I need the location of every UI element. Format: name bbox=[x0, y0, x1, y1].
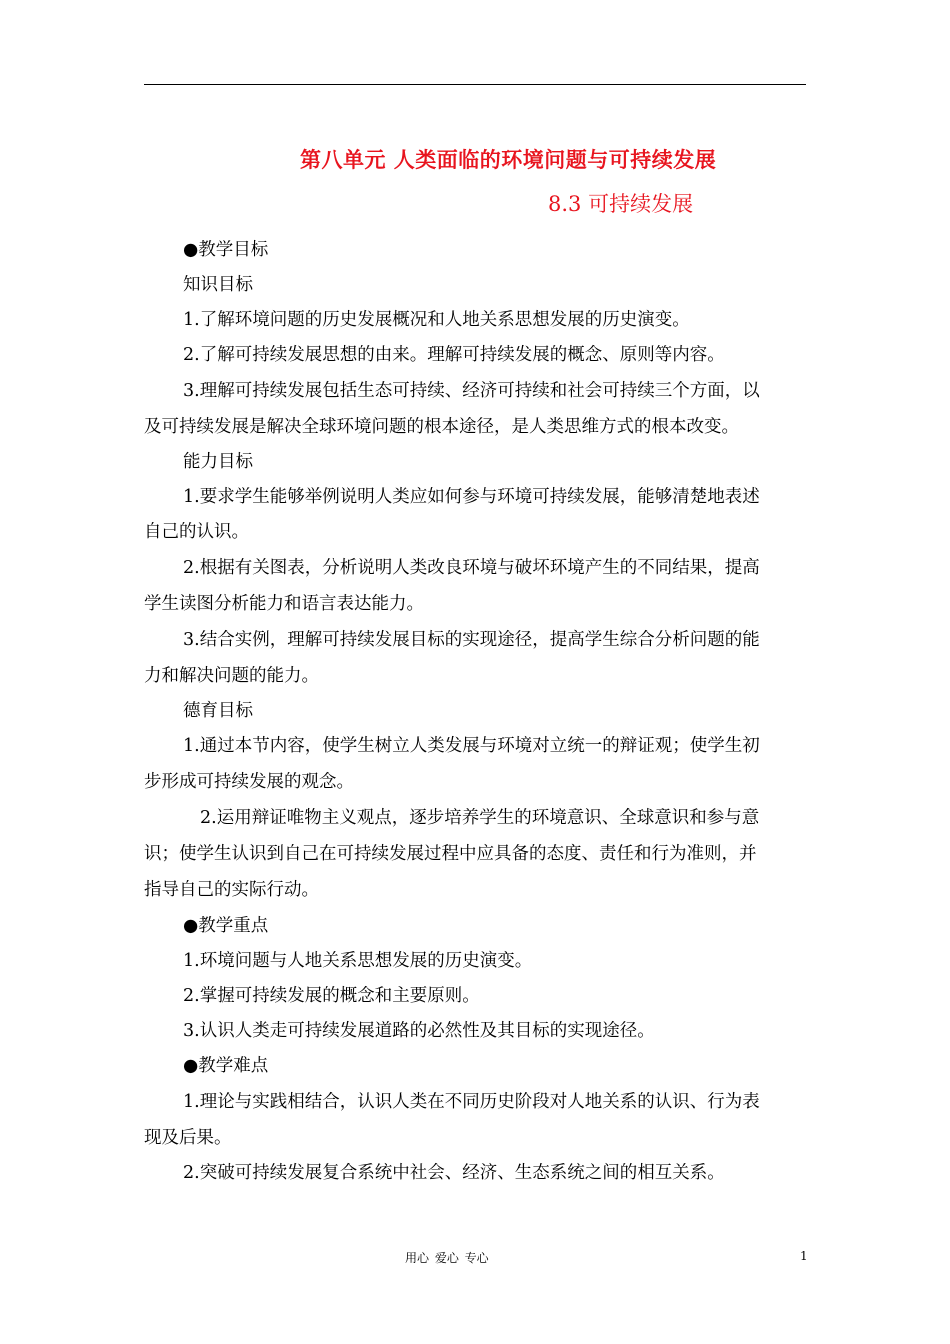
heading-teaching-focus: ●教学重点 bbox=[183, 916, 269, 936]
paragraph-line: 及可持续发展是解决全球环境问题的根本途径，是人类思维方式的根本改变。 bbox=[144, 417, 739, 437]
paragraph-line: 2.突破可持续发展复合系统中社会、经济、生态系统之间的相互关系。 bbox=[183, 1163, 725, 1183]
paragraph-line: 2.运用辩证唯物主义观点，逐步培养学生的环境意识、全球意识和参与意 bbox=[200, 808, 760, 828]
footer-motto: 用心 爱心 专心 bbox=[405, 1251, 489, 1265]
subheading-knowledge-goals: 知识目标 bbox=[183, 275, 253, 295]
page-number: 1 bbox=[800, 1249, 808, 1263]
section-title: 8.3 可持续发展 bbox=[548, 192, 694, 216]
paragraph-line: 步形成可持续发展的观念。 bbox=[144, 772, 354, 792]
paragraph-line: 现及后果。 bbox=[144, 1128, 232, 1148]
paragraph-line: 3.认识人类走可持续发展道路的必然性及其目标的实现途径。 bbox=[183, 1021, 655, 1041]
paragraph-line: 识；使学生认识到自己在可持续发展过程中应具备的态度、责任和行为准则，并 bbox=[144, 844, 757, 864]
paragraph-line: 学生读图分析能力和语言表达能力。 bbox=[144, 594, 424, 614]
paragraph-line: 1.环境问题与人地关系思想发展的历史演变。 bbox=[183, 951, 533, 971]
paragraph-line: 2.了解可持续发展思想的由来。理解可持续发展的概念、原则等内容。 bbox=[183, 345, 725, 365]
paragraph-line: 指导自己的实际行动。 bbox=[144, 880, 319, 900]
heading-teaching-goals: ●教学目标 bbox=[183, 240, 269, 260]
paragraph-line: 2.掌握可持续发展的概念和主要原则。 bbox=[183, 986, 480, 1006]
paragraph-line: 自己的认识。 bbox=[144, 522, 249, 542]
header-rule bbox=[144, 84, 806, 85]
paragraph-line: 3.结合实例，理解可持续发展目标的实现途径，提高学生综合分析问题的能 bbox=[183, 630, 760, 650]
paragraph-line: 1.要求学生能够举例说明人类应如何参与环境可持续发展，能够清楚地表述 bbox=[183, 487, 760, 507]
paragraph-line: 1.理论与实践相结合，认识人类在不同历史阶段对人地关系的认识、行为表 bbox=[183, 1092, 760, 1112]
heading-teaching-difficulties: ●教学难点 bbox=[183, 1056, 269, 1076]
subheading-moral-goals: 德育目标 bbox=[183, 701, 253, 721]
paragraph-line: 3.理解可持续发展包括生态可持续、经济可持续和社会可持续三个方面，以 bbox=[183, 381, 760, 401]
paragraph-line: 力和解决问题的能力。 bbox=[144, 666, 319, 686]
paragraph-line: 1.了解环境问题的历史发展概况和人地关系思想发展的历史演变。 bbox=[183, 310, 690, 330]
unit-title: 第八单元 人类面临的环境问题与可持续发展 bbox=[300, 147, 717, 172]
paragraph-line: 2.根据有关图表，分析说明人类改良环境与破坏环境产生的不同结果，提高 bbox=[183, 558, 760, 578]
subheading-ability-goals: 能力目标 bbox=[183, 452, 253, 472]
paragraph-line: 1.通过本节内容，使学生树立人类发展与环境对立统一的辩证观；使学生初 bbox=[183, 736, 760, 756]
